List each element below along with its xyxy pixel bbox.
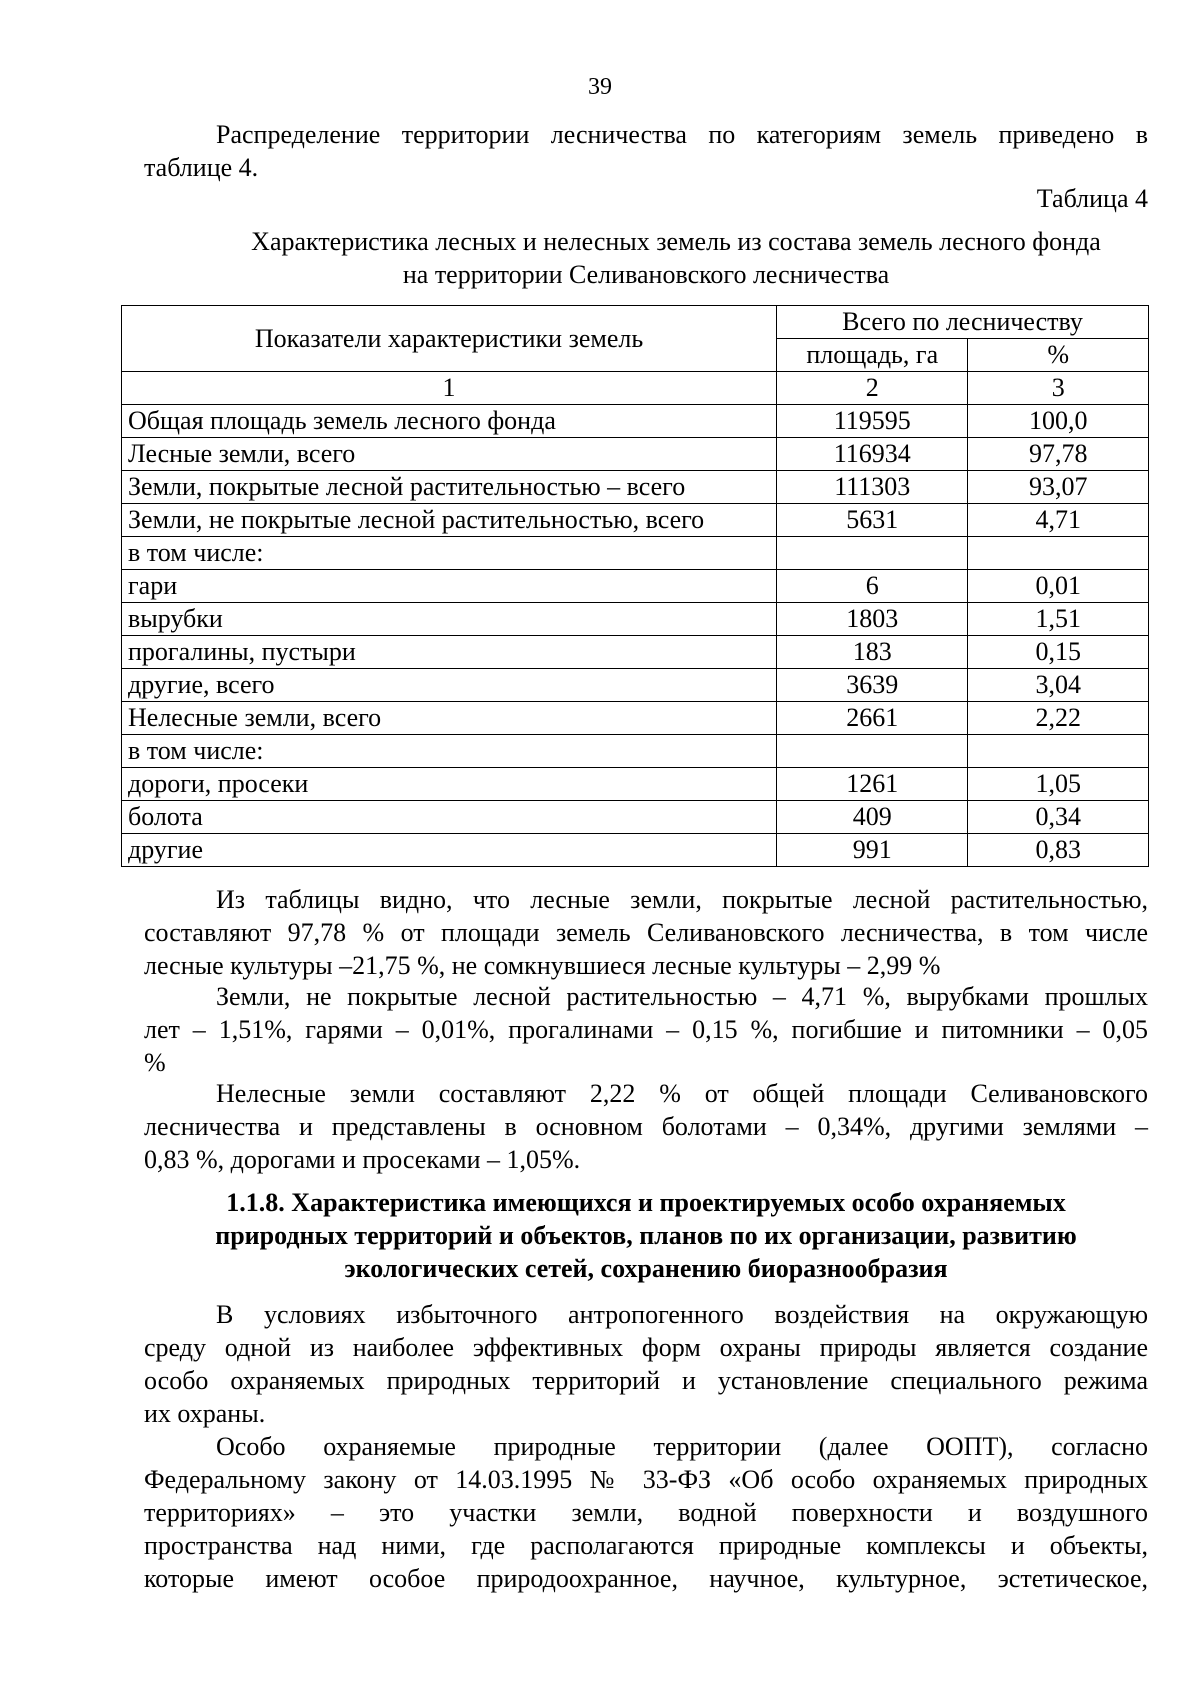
header-indicator: Показатели характеристики земель: [122, 306, 777, 372]
row-percent: 1,51: [968, 603, 1149, 636]
section-heading: [144, 1186, 1148, 1285]
row-label: другие: [122, 834, 777, 867]
table-row: [122, 702, 1149, 735]
text-line: территориях» – это участки земли, водной поверхности и воздушного: [144, 1498, 1148, 1527]
intro-paragraph: [144, 118, 1148, 184]
row-area: 409: [777, 801, 968, 834]
row-label: Земли, покрытые лесной растительностью – всего: [122, 471, 777, 504]
row-label: Лесные земли, всего: [122, 438, 777, 471]
table-label: Таблица 4: [1036, 184, 1148, 213]
row-area: 2661: [777, 702, 968, 735]
text-line: их охраны.: [144, 1399, 266, 1428]
header-percent: %: [968, 339, 1149, 372]
caption-line: Характеристика лесных и нелесных земель из состава земель лесного фонда: [251, 227, 1101, 256]
row-percent: 4,71: [968, 504, 1149, 537]
table-row: [122, 636, 1149, 669]
text-line: Особо охраняемые природные территории (далее ООПТ), согласно: [216, 1432, 1148, 1461]
protected-areas-paragraph: [144, 1298, 1148, 1430]
row-label: Общая площадь земель лесного фонда: [122, 405, 777, 438]
table-caption: [144, 225, 1148, 291]
row-label: Нелесные земли, всего: [122, 702, 777, 735]
text-line: таблице 4.: [144, 153, 259, 182]
table-row: [122, 570, 1149, 603]
text-line: которые имеют особое природоохранное, научное, культурное, эстетическое,: [144, 1564, 1148, 1593]
page-number: 39: [588, 74, 612, 100]
row-label: в том числе:: [122, 537, 777, 570]
text-line: лет – 1,51%, гарями – 0,01%, прогалинами – 0,15 %, погибшие и питомники – 0,05: [144, 1015, 1148, 1044]
header-area: площадь, га: [777, 339, 968, 372]
row-area: 111303: [777, 471, 968, 504]
row-percent: [968, 735, 1149, 768]
column-number: 3: [968, 372, 1149, 405]
row-percent: 3,04: [968, 669, 1149, 702]
heading-line: природных территорий и объектов, планов по их организации, развитию: [215, 1221, 1077, 1250]
table-row: [122, 471, 1149, 504]
text-line: особо охраняемых природных территорий и установление специального режима: [144, 1366, 1148, 1395]
text-line: Федеральному закону от 14.03.1995 № 33-ФЗ «Об особо охраняемых природных: [144, 1465, 1148, 1494]
caption-line: на территории Селивановского лесничества: [402, 260, 890, 289]
table-row: [122, 669, 1149, 702]
row-area: 183: [777, 636, 968, 669]
row-label: другие, всего: [122, 669, 777, 702]
text-line: лесные культуры –21,75 %, не сомкнувшиеся лесные культуры – 2,99 %: [144, 951, 941, 980]
row-percent: 0,15: [968, 636, 1149, 669]
row-percent: 97,78: [968, 438, 1149, 471]
table-row: [122, 405, 1149, 438]
row-percent: [968, 537, 1149, 570]
heading-line: 1.1.8. Характеристика имеющихся и проектируемых особо охраняемых: [226, 1188, 1066, 1217]
text-line: Распределение территории лесничества по категориям земель приведено в: [216, 120, 1148, 149]
row-area: 3639: [777, 669, 968, 702]
row-label: вырубки: [122, 603, 777, 636]
row-area: [777, 537, 968, 570]
text-line: %: [144, 1048, 166, 1077]
text-line: среду одной из наиболее эффективных форм охраны природы является создание: [144, 1333, 1148, 1362]
oopt-definition-paragraph: [144, 1430, 1148, 1595]
row-percent: 0,34: [968, 801, 1149, 834]
row-area: 119595: [777, 405, 968, 438]
column-number: 1: [122, 372, 777, 405]
row-label: болота: [122, 801, 777, 834]
column-number: 2: [777, 372, 968, 405]
nonforest-paragraph: [144, 1077, 1148, 1176]
row-percent: 100,0: [968, 405, 1149, 438]
text-line: Земли, не покрытые лесной растительностью – 4,71 %, вырубками прошлых: [216, 982, 1148, 1011]
table-row: [122, 537, 1149, 570]
analysis-paragraph: [144, 883, 1148, 982]
row-area: 6: [777, 570, 968, 603]
text-line: 0,83 %, дорогами и просеками – 1,05%.: [144, 1145, 581, 1174]
row-percent: 0,01: [968, 570, 1149, 603]
row-label: дороги, просеки: [122, 768, 777, 801]
unforested-paragraph: [144, 980, 1148, 1079]
row-percent: 2,22: [968, 702, 1149, 735]
text-line: Нелесные земли составляют 2,22 % от общей площади Селивановского: [216, 1079, 1148, 1108]
table-row: [122, 735, 1149, 768]
row-area: 1803: [777, 603, 968, 636]
row-label: Земли, не покрытые лесной растительностью, всего: [122, 504, 777, 537]
row-label: прогалины, пустыри: [122, 636, 777, 669]
text-line: Из таблицы видно, что лесные земли, покрытые лесной растительностью,: [216, 885, 1148, 914]
row-percent: 1,05: [968, 768, 1149, 801]
row-label: гари: [122, 570, 777, 603]
text-line: В условиях избыточного антропогенного воздействия на окружающую: [216, 1300, 1148, 1329]
row-area: 991: [777, 834, 968, 867]
table-row: [122, 768, 1149, 801]
row-percent: 0,83: [968, 834, 1149, 867]
row-area: 5631: [777, 504, 968, 537]
heading-line: экологических сетей, сохранению биоразнообразия: [344, 1254, 948, 1283]
text-line: пространства над ними, где располагаются природные комплексы и объекты,: [144, 1531, 1148, 1560]
header-total: Всего по лесничеству: [777, 306, 1149, 339]
row-area: 116934: [777, 438, 968, 471]
text-line: лесничества и представлены в основном болотами – 0,34%, другими землями –: [144, 1112, 1148, 1141]
table-row: [122, 801, 1149, 834]
row-area: 1261: [777, 768, 968, 801]
table-row: [122, 504, 1149, 537]
table-row: [122, 834, 1149, 867]
text-line: составляют 97,78 % от площади земель Селивановского лесничества, в том числе: [144, 918, 1148, 947]
land-characteristics-table: [121, 305, 1149, 867]
row-label: в том числе:: [122, 735, 777, 768]
table-row: [122, 603, 1149, 636]
table-row: [122, 438, 1149, 471]
row-area: [777, 735, 968, 768]
row-percent: 93,07: [968, 471, 1149, 504]
